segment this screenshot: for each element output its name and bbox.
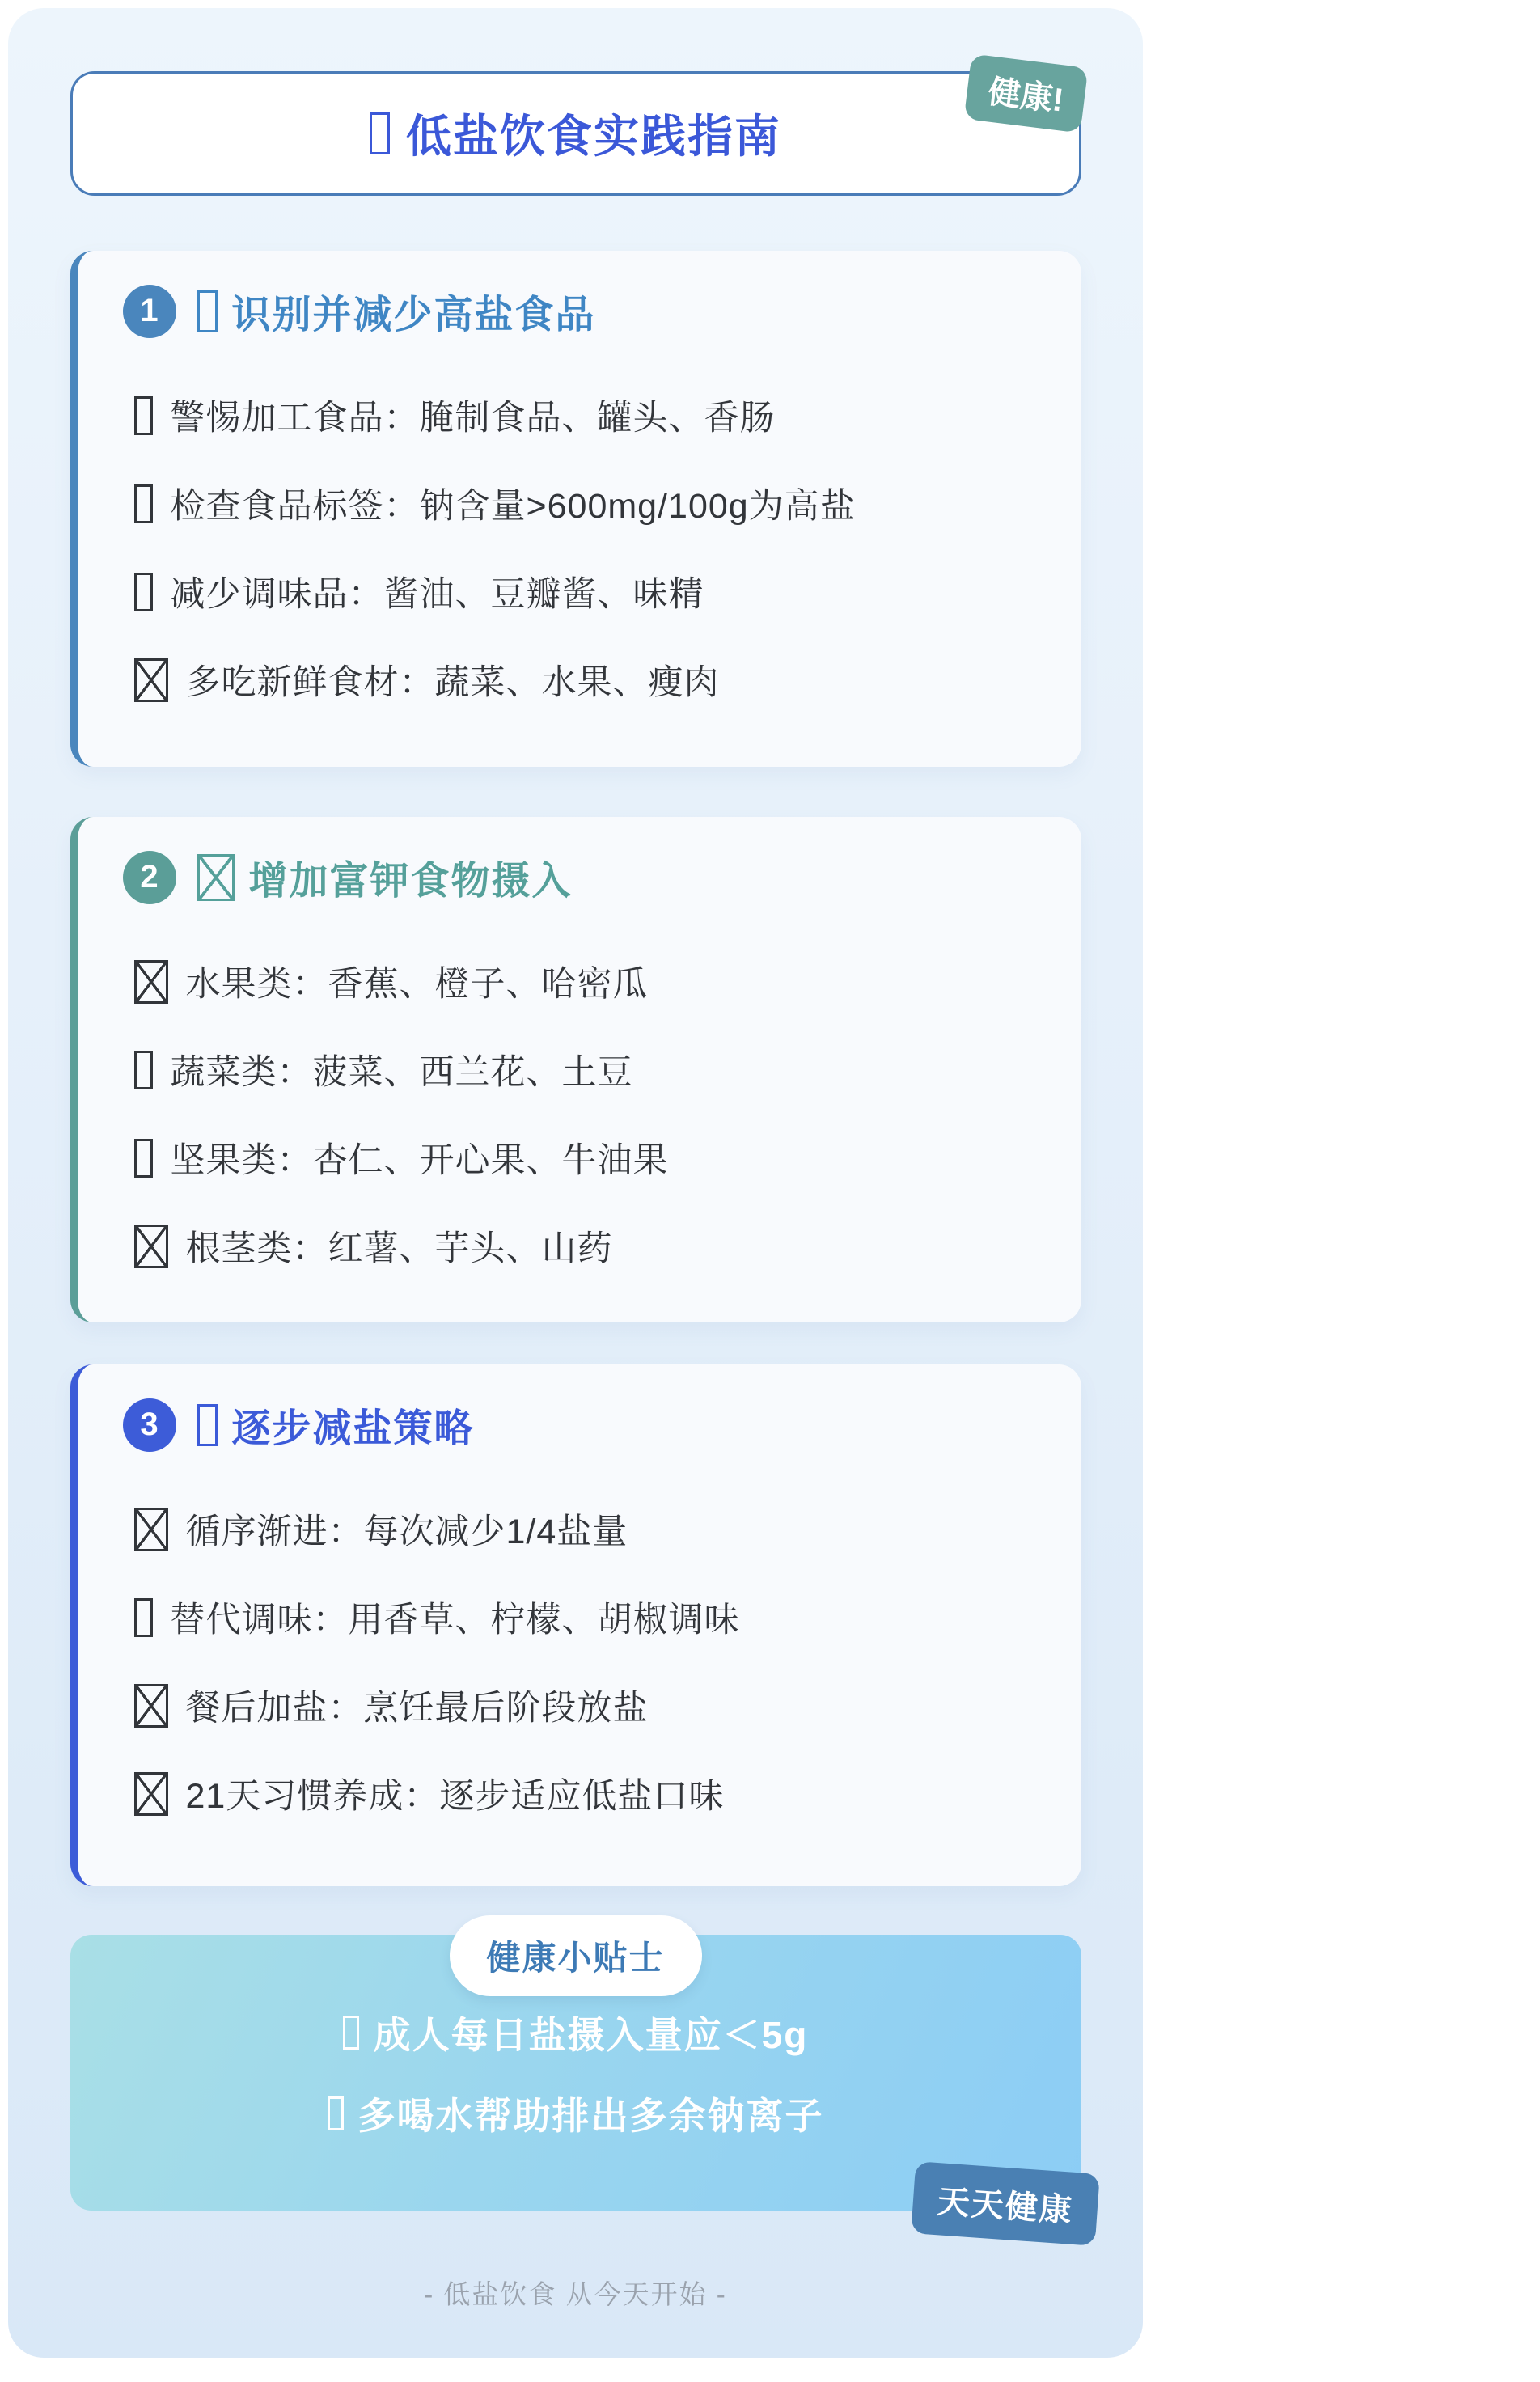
section-card-2: [70, 817, 1081, 1322]
tip-text: 多喝水帮助排出多余钠离子: [358, 2095, 824, 2137]
page-title: 低盐饮食实践指南: [406, 111, 781, 162]
list-item: [134, 1681, 1041, 1730]
list-item: [134, 479, 1041, 528]
section-2-header: [123, 849, 1041, 905]
section-1-title: [197, 283, 596, 339]
section-1-items: [123, 391, 1041, 704]
item-text: 根茎类：红薯、芋头、山药: [185, 1229, 613, 1268]
health-tips-box: [70, 1935, 1081, 2229]
list-item: [134, 1769, 1041, 1818]
list-item: [134, 1221, 1041, 1271]
section-1-header: [123, 283, 1041, 339]
item-text: 检查食品标签：钠含量>600mg/100g为高盐: [170, 487, 856, 526]
section-2-title: [197, 849, 573, 905]
tip-line: [70, 2087, 1081, 2140]
section-3-title-text: 逐步减盐策略: [231, 1407, 475, 1450]
item-text: 减少调味品：酱油、豆瓣酱、味精: [170, 575, 704, 614]
item-text: 蔬菜类：菠菜、西兰花、土豆: [170, 1053, 633, 1092]
section-card-3: [70, 1364, 1081, 1886]
section-3-header: [123, 1397, 1041, 1453]
section-3-title: [197, 1397, 475, 1453]
bullet-tofu-icon: [343, 2016, 359, 2050]
list-item: [134, 1504, 1041, 1554]
bullet-tofu-icon: [134, 1051, 153, 1089]
section-1-title-missing-glyph-icon: [197, 290, 218, 332]
bullet-tofu-icon: [134, 1684, 168, 1728]
bullet-tofu-icon: [134, 1772, 168, 1816]
section-card-1: [70, 251, 1081, 767]
bullet-tofu-icon: [134, 573, 153, 611]
bullet-tofu-icon: [134, 1598, 153, 1637]
bullet-tofu-icon: [134, 658, 168, 702]
list-item: [134, 1045, 1041, 1094]
daily-health-badge: 天天健康: [911, 2161, 1100, 2246]
item-text: 多吃新鲜食材：蔬菜、水果、瘦肉: [185, 663, 720, 702]
footer-slogan: - 低盐饮食 从今天开始 -: [424, 2279, 727, 2309]
list-item: [134, 1593, 1041, 1642]
section-2-number-badge: 2: [123, 851, 176, 904]
section-3-number-badge: 3: [123, 1398, 176, 1452]
list-item: [134, 1133, 1041, 1183]
item-text: 坚果类：杏仁、开心果、牛油果: [170, 1141, 669, 1180]
item-text: 循序渐进：每次减少1/4盐量: [185, 1513, 628, 1551]
section-2-title-missing-glyph-icon: [197, 854, 235, 901]
health-tips-label: 健康小贴士: [449, 1915, 701, 1996]
bullet-tofu-icon: [134, 484, 153, 523]
item-text: 21天习惯养成：逐步适应低盐口味: [185, 1777, 725, 1816]
tip-text: 成人每日盐摄入量应＜5g: [373, 2014, 809, 2056]
bullet-tofu-icon: [328, 2096, 344, 2130]
bullet-tofu-icon: [134, 1139, 153, 1178]
section-2-title-text: 增加富钾食物摄入: [248, 860, 573, 903]
section-2-items: [123, 957, 1041, 1271]
item-text: 警惕加工食品：腌制食品、罐头、香肠: [170, 399, 776, 438]
list-item: [134, 655, 1041, 704]
section-1-title-text: 识别并减少高盐食品: [231, 294, 596, 336]
bullet-tofu-icon: [134, 1508, 168, 1551]
health-badge: 健康!: [964, 53, 1089, 133]
list-item: [134, 567, 1041, 616]
title-card: [70, 71, 1081, 196]
list-item: [134, 391, 1041, 440]
title-missing-glyph-icon: [370, 112, 390, 154]
bullet-tofu-icon: [134, 960, 168, 1004]
item-text: 餐后加盐：烹饪最后阶段放盐: [185, 1689, 649, 1728]
content-column: [70, 71, 1081, 2312]
section-3-items: [123, 1504, 1041, 1818]
tip-line: [70, 2006, 1081, 2059]
list-item: [134, 957, 1041, 1006]
item-text: 替代调味：用香草、柠檬、胡椒调味: [170, 1601, 740, 1639]
bullet-tofu-icon: [134, 1225, 168, 1268]
section-3-title-missing-glyph-icon: [197, 1404, 218, 1446]
item-text: 水果类：香蕉、橙子、哈密瓜: [185, 965, 649, 1004]
poster-background: [8, 8, 1143, 2358]
section-1-number-badge: 1: [123, 285, 176, 338]
bullet-tofu-icon: [134, 396, 153, 435]
